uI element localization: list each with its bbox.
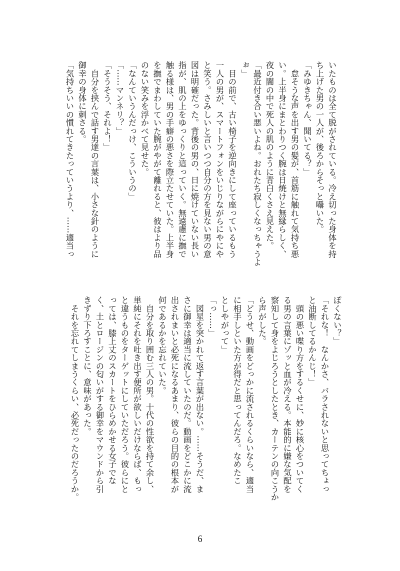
text-line: 怠そうな声を出す男の髪が、首筋に触れて気持ち悪 xyxy=(290,61,301,258)
text-line: 「みゆきちゃん、聞いてる？」 xyxy=(303,61,313,176)
text-line: に相手しといた方が得だと思ってんだろ。なめたこ xyxy=(233,296,243,485)
text-line: としやがって」 xyxy=(220,296,231,354)
text-line: ち上げた男の一人が、後ろからそっと囁いた。 xyxy=(315,61,326,234)
text-line: 「……マンネリ？」 xyxy=(115,61,126,135)
page-number: 6 xyxy=(197,534,203,544)
text-line: さに御幸は適当に流していたのだ。動画をどこかに流 xyxy=(183,296,193,493)
text-line: 何であるかを忘れていた。 xyxy=(158,296,168,395)
text-line: 「なんていうんだっけ、こういうの」 xyxy=(128,61,138,201)
text-line: 頭の悪い喋り方をするくせに、妙に核心をついてく xyxy=(295,296,306,493)
text-line: 御幸の身体に刺さる。 xyxy=(78,61,88,143)
text-line: 自分を挟んで話す男達の言葉は、小さな針のように xyxy=(90,61,101,258)
text-line: 触る様は、男の手癖の悪さを際立たせていた。上半身 xyxy=(165,61,176,258)
text-line: きずり下ろすことに、意味があった。 xyxy=(83,296,93,436)
text-line: 単純にそれを吐き出す便所が欲しいだけならば、もっ xyxy=(133,296,143,493)
text-line: いたものは全て脱がされている。冷え切った身体を持 xyxy=(328,61,338,258)
text-line: と油断してるかんじ！」 xyxy=(308,296,318,387)
text-line: 指が、肌の上をゆっくりと這っていく。無遠慮に撫で xyxy=(178,61,188,258)
text-line: 「どうせ、動画をどっかに流されるくらいなら、適当 xyxy=(245,296,256,493)
text-line: 「そうそう、それよ！」 xyxy=(103,61,113,152)
lower-text-block xyxy=(69,296,344,502)
text-line: 自分を取り囲む三人の男。十代の性欲を持て余し、 xyxy=(145,296,156,493)
text-line: 「それな！ なんかさ、バラされないと思ってちょっ xyxy=(320,296,331,493)
text-line: 図は明確だった。背後の男の、日に焼けていない長い xyxy=(190,61,201,258)
text-line: と笑う。さみしいと言いつつ自分の方を見ない男の意 xyxy=(203,61,213,258)
text-line: 一人の男が、スマートフォンをいじりながらにやにや xyxy=(215,61,226,258)
text-line: と違うものをターゲットにしていただろう。彼らにと xyxy=(120,296,131,493)
text-line: 「気持ちいいの慣れてきたっていうより、……適当っ xyxy=(65,61,76,258)
text-line: っては、膝上丈のスカートをひらめかせる女子でな xyxy=(108,296,118,485)
text-line: る男の言葉にゾッと血が冷える。本能的に嫌な気配を xyxy=(283,296,293,493)
text-line: 「っ……」 xyxy=(208,296,218,337)
text-line: 察知して身をよじろうとしたとき、カーテンの向こうか xyxy=(270,296,281,501)
text-line: ぉ」 xyxy=(240,61,251,78)
text-line: 図星を突かれて返す言葉が出ない。……そうだ、ま xyxy=(195,296,206,493)
text-line: のない笑みを浮かべて見せた。 xyxy=(140,61,151,176)
text-line: ら声がした。 xyxy=(258,296,268,346)
text-line: 出されまいと必死になるあまり、彼らの目的の根本が xyxy=(170,296,181,493)
text-line: 「最近付き合い悪いよね。おれたち寂しくなっちゃうよ xyxy=(253,61,263,266)
text-line: い。上半身にまとわりつく腕は日焼けと無縁らしく、 xyxy=(278,61,288,258)
upper-text-block xyxy=(64,61,339,267)
text-line: ぽくない？」 xyxy=(333,296,343,346)
text-line: を撫でまわしていた腕がやがて離れると、彼はより品 xyxy=(153,61,163,258)
text-line: 夜の闇の中で死人の肌のように青白くさえ見えた。 xyxy=(265,61,276,250)
text-line: それを忘れてしまうくらい、必死だったのだろうか。 xyxy=(70,296,81,501)
text-line: 目の前で、古い椅子を逆向きにして座っているもう xyxy=(228,61,238,258)
text-line: く、土とロージンの匂いがする御幸をマウンドから引 xyxy=(95,296,106,493)
